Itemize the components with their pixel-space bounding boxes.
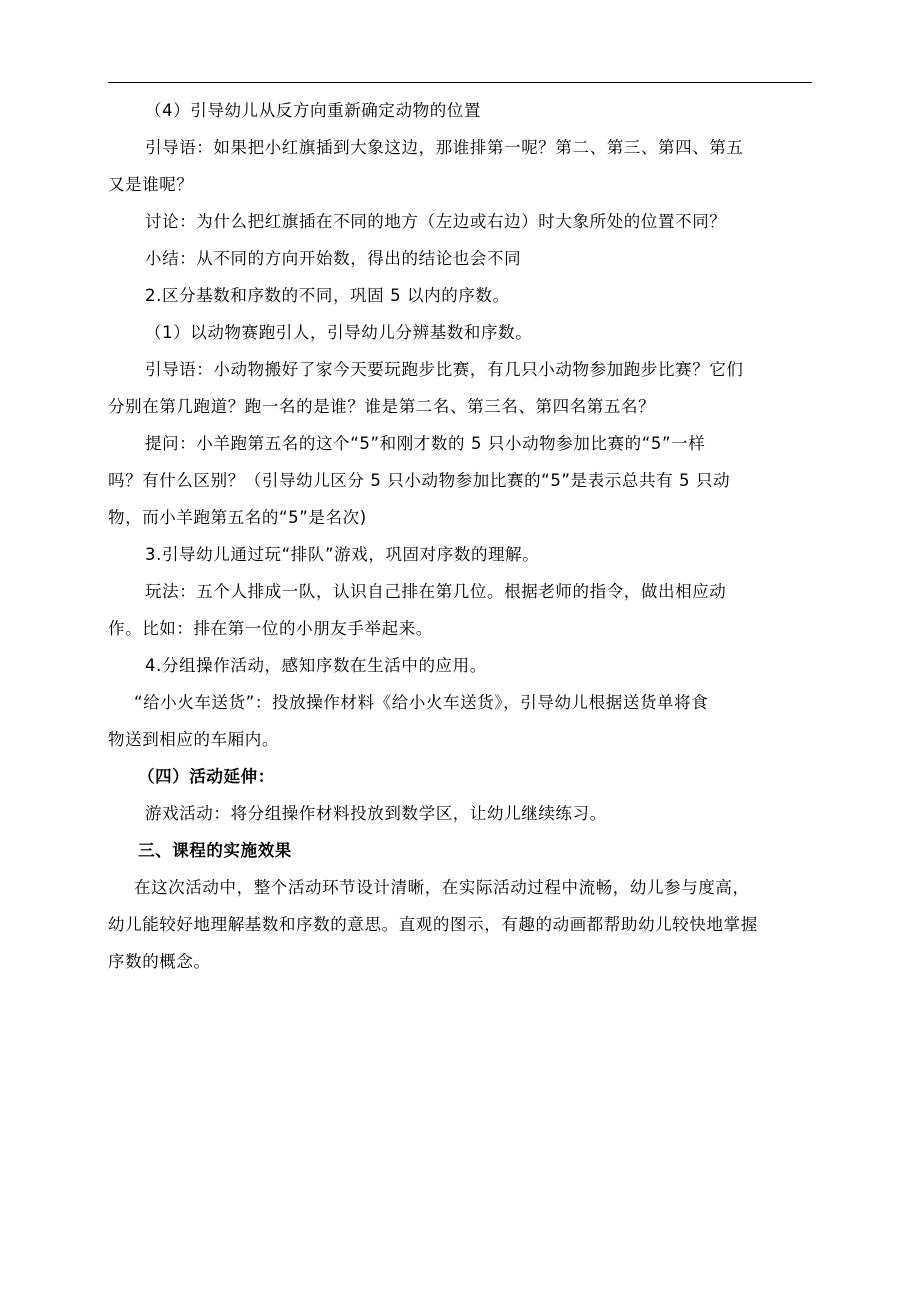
document-body bbox=[108, 92, 808, 980]
text-line: （四）活动延伸： bbox=[138, 767, 275, 786]
text-line: 幼儿能较好地理解基数和序数的意思。直观的图示，有趣的动画都帮助幼儿较快地掌握 bbox=[108, 915, 758, 934]
text-line: 游戏活动：将分组操作材料投放到数学区，让幼儿继续练习。 bbox=[145, 804, 607, 823]
text-line: 提问：小羊跑第五名的这个“5”和刚才数的 5 只小动物参加比赛的“5”一样 bbox=[145, 434, 706, 453]
text-line: 玩法：五个人排成一队，认识自己排在第几位。根据老师的指令，做出相应动 bbox=[145, 582, 727, 601]
paragraph-section-3 bbox=[108, 536, 808, 573]
text-line: （1）以动物赛跑引人，引导幼儿分辨基数和序数。 bbox=[145, 323, 533, 342]
paragraph-guide-2 bbox=[108, 351, 808, 425]
text-line: 分别在第几跑道？跑一名的是谁？谁是第二名、第三名、第四名第五名？ bbox=[108, 397, 656, 416]
paragraph-question bbox=[108, 425, 808, 536]
paragraph-discussion bbox=[108, 203, 808, 240]
text-line: 讨论：为什么把红旗插在不同的地方（左边或右边）时大象所处的位置不同？ bbox=[145, 212, 727, 231]
text-line: 吗？有什么区别？（引导幼儿区分 5 只小动物参加比赛的“5”是表示总共有 5 只动 bbox=[108, 471, 731, 490]
header-rule bbox=[108, 82, 812, 83]
text-line: 2.区分基数和序数的不同，巩固 5 以内的序数。 bbox=[145, 286, 510, 305]
text-line: 3.引导幼儿通过玩“排队”游戏，巩固对序数的理解。 bbox=[145, 545, 540, 564]
paragraph-summary bbox=[108, 240, 808, 277]
text-line: 物，而小羊跑第五名的“5”是名次) bbox=[108, 508, 367, 527]
paragraph-step-1 bbox=[108, 314, 808, 351]
text-line: 小结：从不同的方向开始数，得出的结论也会不同 bbox=[145, 249, 522, 268]
text-line: 作。比如：排在第一位的小朋友手举起来。 bbox=[108, 619, 433, 638]
text-line: 物送到相应的车厢内。 bbox=[108, 730, 279, 749]
text-line: 引导语：如果把小红旗插到大象这边，那谁排第一呢？第二、第三、第四、第五 bbox=[145, 138, 744, 157]
text-line: 4.分组操作活动，感知序数在生活中的应用。 bbox=[145, 656, 487, 675]
paragraph-train-delivery bbox=[108, 684, 808, 758]
text-line: 序数的概念。 bbox=[108, 952, 211, 971]
paragraph-step-4 bbox=[108, 92, 808, 129]
paragraph-section-4 bbox=[108, 647, 808, 684]
text-line: 又是谁呢？ bbox=[108, 175, 194, 194]
paragraph-section-2 bbox=[108, 277, 808, 314]
paragraph-how-to-play bbox=[108, 573, 808, 647]
text-line: 三、课程的实施效果 bbox=[138, 841, 292, 860]
text-line: （4）引导幼儿从反方向重新确定动物的位置 bbox=[145, 101, 481, 120]
paragraph-game-activity bbox=[108, 795, 808, 832]
text-line: 在这次活动中，整个活动环节设计清晰，在实际活动过程中流畅，幼儿参与度高， bbox=[134, 878, 750, 897]
text-line: 引导语：小动物搬好了家今天要玩跑步比赛，有几只小动物参加跑步比赛？它们 bbox=[145, 360, 744, 379]
text-line: “给小火车送货”：投放操作材料《给小火车送货》，引导幼儿根据送货单将食 bbox=[134, 693, 709, 712]
paragraph-guide-1 bbox=[108, 129, 808, 203]
heading-activity-extension bbox=[108, 758, 808, 795]
heading-implementation-effect bbox=[108, 832, 808, 869]
paragraph-effect bbox=[108, 869, 808, 980]
